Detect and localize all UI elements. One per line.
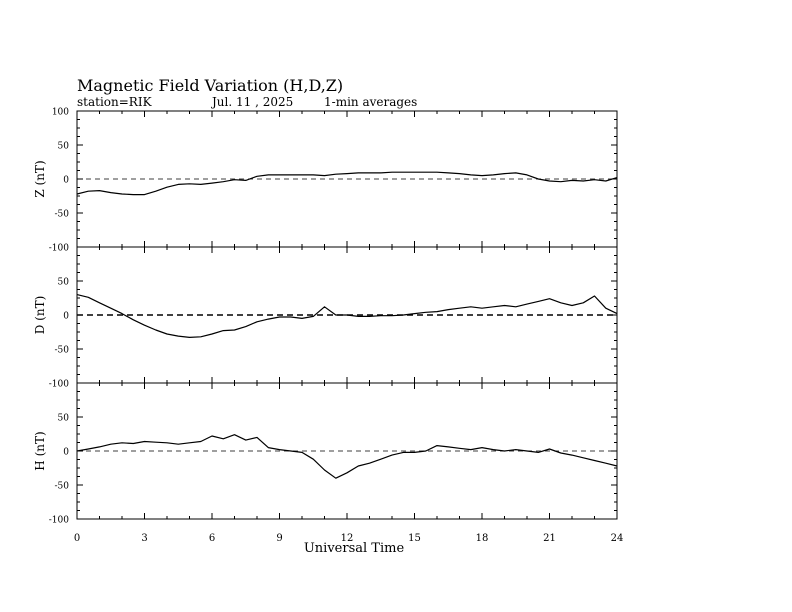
xtick-label: 0 [73,533,81,544]
d-axis-label: D (nT) [33,295,47,335]
xtick-label: 12 [340,533,354,544]
xtick-label: 9 [276,533,283,544]
x-axis-label: Universal Time [303,541,405,556]
xtick-label: 24 [610,533,624,544]
d-ytick-label: 0 [63,311,69,322]
h-ytick-label: 0 [63,447,69,458]
z-ytick-label: 50 [57,141,69,152]
z-ytick-label: 0 [63,175,69,186]
h-series-line [77,435,617,479]
xtick-label: 15 [408,533,421,544]
xtick-label: 3 [141,533,148,544]
averaging-label: 1-min averages [324,95,418,109]
xtick-label: 18 [475,533,489,544]
d-ytick-label: -100 [48,379,69,390]
z-axis-label: Z (nT) [33,160,47,198]
z-ytick-label: -50 [54,209,69,220]
h-ytick-label: 50 [57,413,69,424]
z-ytick-label: 100 [51,107,69,118]
d-ytick-label: 50 [57,277,69,288]
date-label: Jul. 11 , 2025 [212,95,294,109]
h-axis-label: H (nT) [33,431,47,471]
d-series-line [77,295,617,338]
chart-title: Magnetic Field Variation (H,D,Z) [77,76,344,95]
z-series-line [77,172,617,194]
d-ytick-label: -50 [54,345,69,356]
z-ytick-label: -100 [48,243,69,254]
xtick-label: 6 [208,533,216,544]
h-ytick-label: -100 [48,515,69,526]
xtick-label: 21 [543,533,556,544]
h-ytick-label: -50 [54,481,69,492]
station-label: station=RIK [77,95,152,109]
